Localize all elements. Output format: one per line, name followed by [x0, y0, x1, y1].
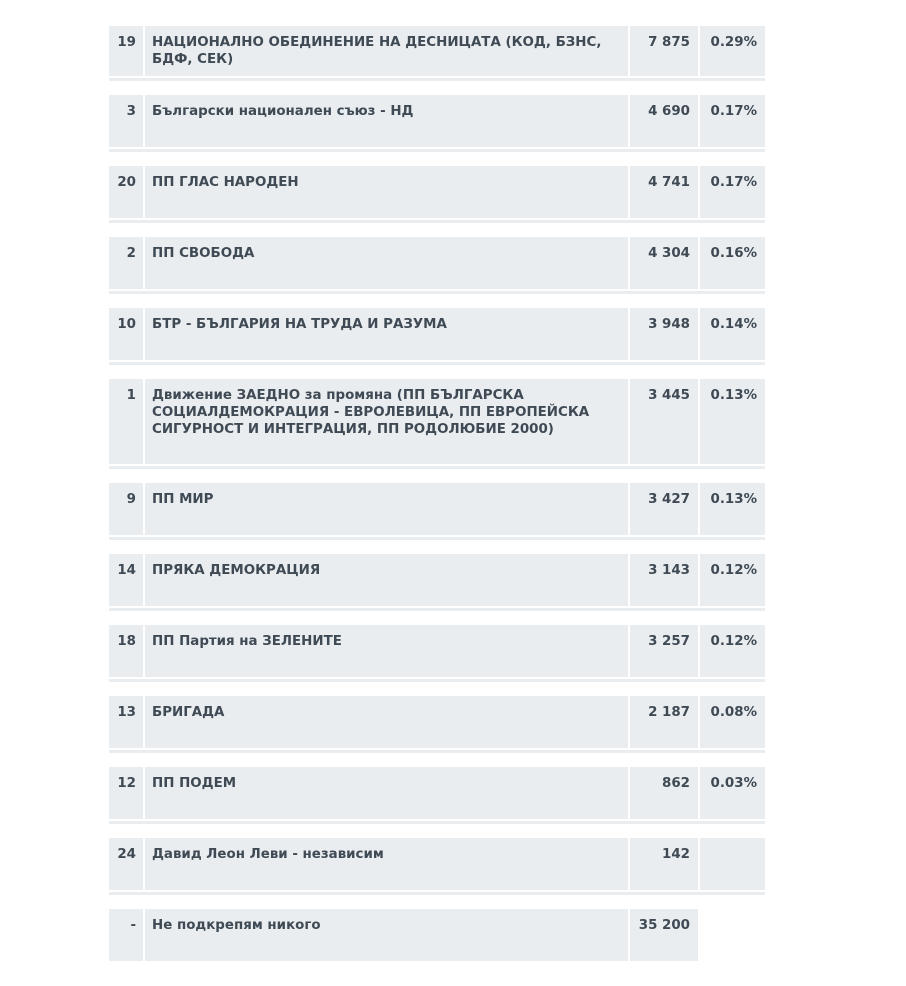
- party-name: Движение ЗАЕДНО за промяна (ПП БЪЛГАРСКА СОЦИАЛДЕМОКРАЦИЯ - ЕВРОЛЕВИЦА, ПП ЕВРОПЕЙСКА СИГУРНОСТ И ИНТЕГРАЦИЯ, ПП РОДОЛЮБИЕ 2000): [145, 379, 628, 464]
- table-row: [109, 696, 765, 753]
- party-name: БРИГАДА: [145, 696, 628, 748]
- row-divider: [109, 892, 765, 895]
- party-name: НАЦИОНАЛНО ОБЕДИНЕНИЕ НА ДЕСНИЦАТА (КОД, БЗНС, БДФ, СЕК): [145, 26, 628, 76]
- party-name: ПРЯКА ДЕМОКРАЦИЯ: [145, 554, 628, 606]
- votes-percent: 0.13%: [700, 483, 765, 535]
- party-name: БТР - БЪЛГАРИЯ НА ТРУДА И РАЗУМА: [145, 308, 628, 360]
- row-divider: [109, 679, 765, 682]
- row-number: 12: [109, 767, 143, 819]
- row-divider: [109, 750, 765, 753]
- table-row: [109, 838, 765, 895]
- row-number: 20: [109, 166, 143, 218]
- table-row: [109, 625, 765, 682]
- votes-count: 2 187: [630, 696, 698, 748]
- votes-count: 3 427: [630, 483, 698, 535]
- table-row: [109, 767, 765, 824]
- row-number: 3: [109, 95, 143, 147]
- votes-percent: 0.12%: [700, 625, 765, 677]
- table-row: [109, 237, 765, 294]
- results-table: [109, 26, 765, 961]
- row-divider: [109, 362, 765, 365]
- party-name: ПП ПОДЕМ: [145, 767, 628, 819]
- votes-count: 3 257: [630, 625, 698, 677]
- row-divider: [109, 608, 765, 611]
- table-row: [109, 379, 765, 469]
- votes-count: 4 690: [630, 95, 698, 147]
- votes-percent: 0.29%: [700, 26, 765, 76]
- row-number: 1: [109, 379, 143, 464]
- table-row: [109, 909, 765, 961]
- votes-percent: 0.03%: [700, 767, 765, 819]
- row-number: 10: [109, 308, 143, 360]
- votes-percent: 0.14%: [700, 308, 765, 360]
- row-number: 13: [109, 696, 143, 748]
- votes-count: 3 445: [630, 379, 698, 464]
- party-name: ПП Партия на ЗЕЛЕНИТЕ: [145, 625, 628, 677]
- votes-count: 862: [630, 767, 698, 819]
- votes-percent: 0.13%: [700, 379, 765, 464]
- party-name: ПП МИР: [145, 483, 628, 535]
- table-row: [109, 166, 765, 223]
- row-number: 14: [109, 554, 143, 606]
- row-divider: [109, 220, 765, 223]
- votes-percent: 0.17%: [700, 95, 765, 147]
- row-number: 2: [109, 237, 143, 289]
- row-number: 24: [109, 838, 143, 890]
- votes-percent: [700, 838, 765, 890]
- votes-percent: 0.17%: [700, 166, 765, 218]
- party-name: ПП ГЛАС НАРОДЕН: [145, 166, 628, 218]
- row-divider: [109, 291, 765, 294]
- table-row: [109, 483, 765, 540]
- row-number: 18: [109, 625, 143, 677]
- table-row: [109, 26, 765, 81]
- votes-percent: 0.12%: [700, 554, 765, 606]
- table-row: [109, 308, 765, 365]
- party-name: Български национален съюз - НД: [145, 95, 628, 147]
- votes-count: 35 200: [630, 909, 698, 961]
- party-name: Не подкрепям никого: [145, 909, 628, 961]
- votes-count: 4 741: [630, 166, 698, 218]
- votes-count: 7 875: [630, 26, 698, 76]
- table-row: [109, 95, 765, 152]
- row-divider: [109, 149, 765, 152]
- row-divider: [109, 821, 765, 824]
- votes-percent: 0.16%: [700, 237, 765, 289]
- votes-count: 4 304: [630, 237, 698, 289]
- table-row: [109, 554, 765, 611]
- row-number: 19: [109, 26, 143, 76]
- party-name: ПП СВОБОДА: [145, 237, 628, 289]
- votes-count: 3 948: [630, 308, 698, 360]
- party-name: Давид Леон Леви - независим: [145, 838, 628, 890]
- row-divider: [109, 466, 765, 469]
- row-divider: [109, 78, 765, 81]
- votes-count: 3 143: [630, 554, 698, 606]
- row-number: 9: [109, 483, 143, 535]
- votes-count: 142: [630, 838, 698, 890]
- votes-percent: [700, 909, 765, 961]
- votes-percent: 0.08%: [700, 696, 765, 748]
- row-number: -: [109, 909, 143, 961]
- row-divider: [109, 537, 765, 540]
